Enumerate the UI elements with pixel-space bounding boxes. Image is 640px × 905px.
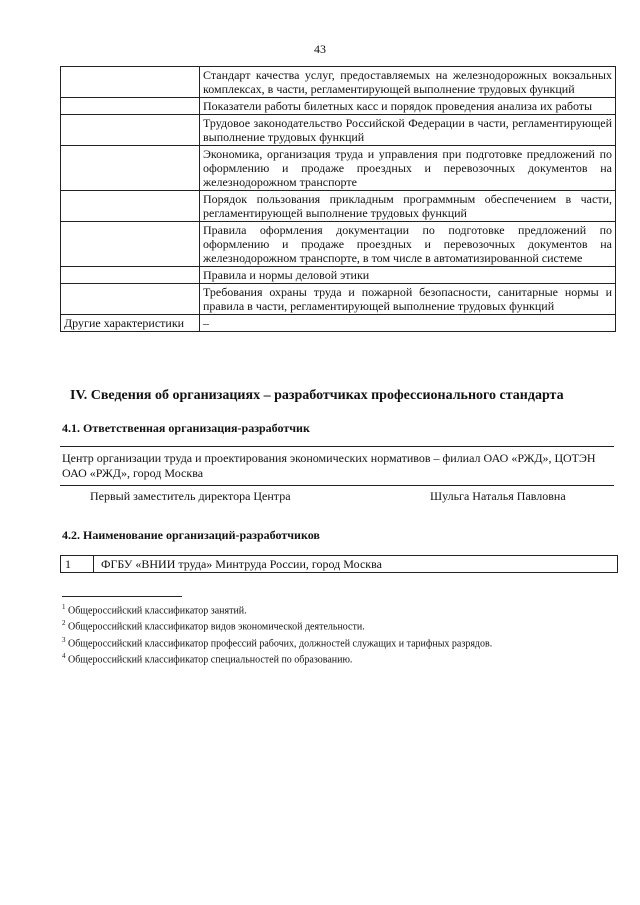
table-row bbox=[61, 67, 616, 98]
row-label bbox=[61, 98, 200, 115]
row-value: Порядок пользования прикладным программным обеспечением в части, регламентирующей выполнение трудовых функций bbox=[200, 191, 616, 222]
footnote bbox=[62, 634, 492, 650]
developer-row bbox=[60, 555, 618, 573]
footnote-text: Общероссийский классификатор специальностей по образованию. bbox=[68, 654, 353, 666]
row-value: Экономика, организация труда и управления при подготовке предложений по оформлению и продаже проездных и перевозочных документов на железнодорожном транспорте bbox=[200, 146, 616, 191]
row-value: Стандарт качества услуг, предоставляемых на железнодорожных вокзальных комплексах, в части, регламентирующей выполнение трудовых функций bbox=[200, 67, 616, 98]
knowledge-table bbox=[60, 66, 616, 332]
column-divider bbox=[93, 556, 94, 572]
section-heading: IV. Сведения об организациях – разработчиках профессионального стандарта bbox=[70, 388, 564, 403]
row-value: Правила и нормы деловой этики bbox=[200, 267, 616, 284]
footnote bbox=[62, 601, 492, 617]
table-row bbox=[61, 267, 616, 284]
footnote-mark: 2 bbox=[62, 619, 66, 628]
row-label bbox=[61, 191, 200, 222]
subsection-heading-developers: 4.2. Наименование организаций-разработчиков bbox=[62, 528, 320, 542]
footnotes bbox=[62, 601, 492, 666]
row-value: – bbox=[200, 315, 616, 332]
table-row bbox=[61, 284, 616, 315]
subsection-heading-responsible: 4.1. Ответственная организация-разработчик bbox=[62, 421, 310, 435]
table-row bbox=[61, 191, 616, 222]
table-row bbox=[61, 98, 616, 115]
footnote-text: Общероссийский классификатор занятий. bbox=[68, 605, 247, 617]
footnote-divider bbox=[62, 596, 182, 597]
row-value: Трудовое законодательство Российской Федерации в части, регламентирующей выполнение трудовых функций bbox=[200, 115, 616, 146]
row-value: Требования охраны труда и пожарной безопасности, санитарные нормы и правила в части, регламентирующей выполнение трудовых функций bbox=[200, 284, 616, 315]
row-label bbox=[61, 115, 200, 146]
signer-position: Первый заместитель директора Центра bbox=[90, 489, 291, 503]
developer-name: ФГБУ «ВНИИ труда» Минтруда России, город Москва bbox=[101, 557, 382, 571]
footnote-text: Общероссийский классификатор видов экономической деятельности. bbox=[68, 621, 365, 633]
footnote bbox=[62, 650, 492, 666]
footnote-mark: 1 bbox=[62, 603, 66, 611]
row-label bbox=[61, 222, 200, 267]
row-label bbox=[61, 284, 200, 315]
table-row bbox=[61, 146, 616, 191]
footnote-mark: 4 bbox=[62, 651, 66, 660]
table-row bbox=[61, 222, 616, 267]
footnote-text: Общероссийский классификатор профессий рабочих, должностей служащих и тарифных разрядов. bbox=[68, 637, 493, 649]
developer-number: 1 bbox=[65, 557, 71, 571]
row-label: Другие характеристики bbox=[61, 315, 200, 332]
row-value: Показатели работы билетных касс и порядок проведения анализа их работы bbox=[200, 98, 616, 115]
footnote bbox=[62, 617, 492, 633]
row-value: Правила оформления документации по подготовке предложений по оформлению и продаже проездных и перевозочных документов на железнодорожном транспорте, в том числе в автоматизированной системе bbox=[200, 222, 616, 267]
row-label bbox=[61, 67, 200, 98]
row-label bbox=[61, 267, 200, 284]
page-number: 43 bbox=[314, 42, 326, 56]
table-row bbox=[61, 315, 616, 332]
signer-name: Шульга Наталья Павловна bbox=[430, 489, 566, 503]
responsible-org: Центр организации труда и проектирования экономических нормативов – филиал ОАО «РЖД», ЦОТЭН ОАО «РЖД», город Москва bbox=[60, 446, 614, 486]
row-label bbox=[61, 146, 200, 191]
table-row bbox=[61, 115, 616, 146]
footnote-mark: 3 bbox=[62, 635, 66, 644]
